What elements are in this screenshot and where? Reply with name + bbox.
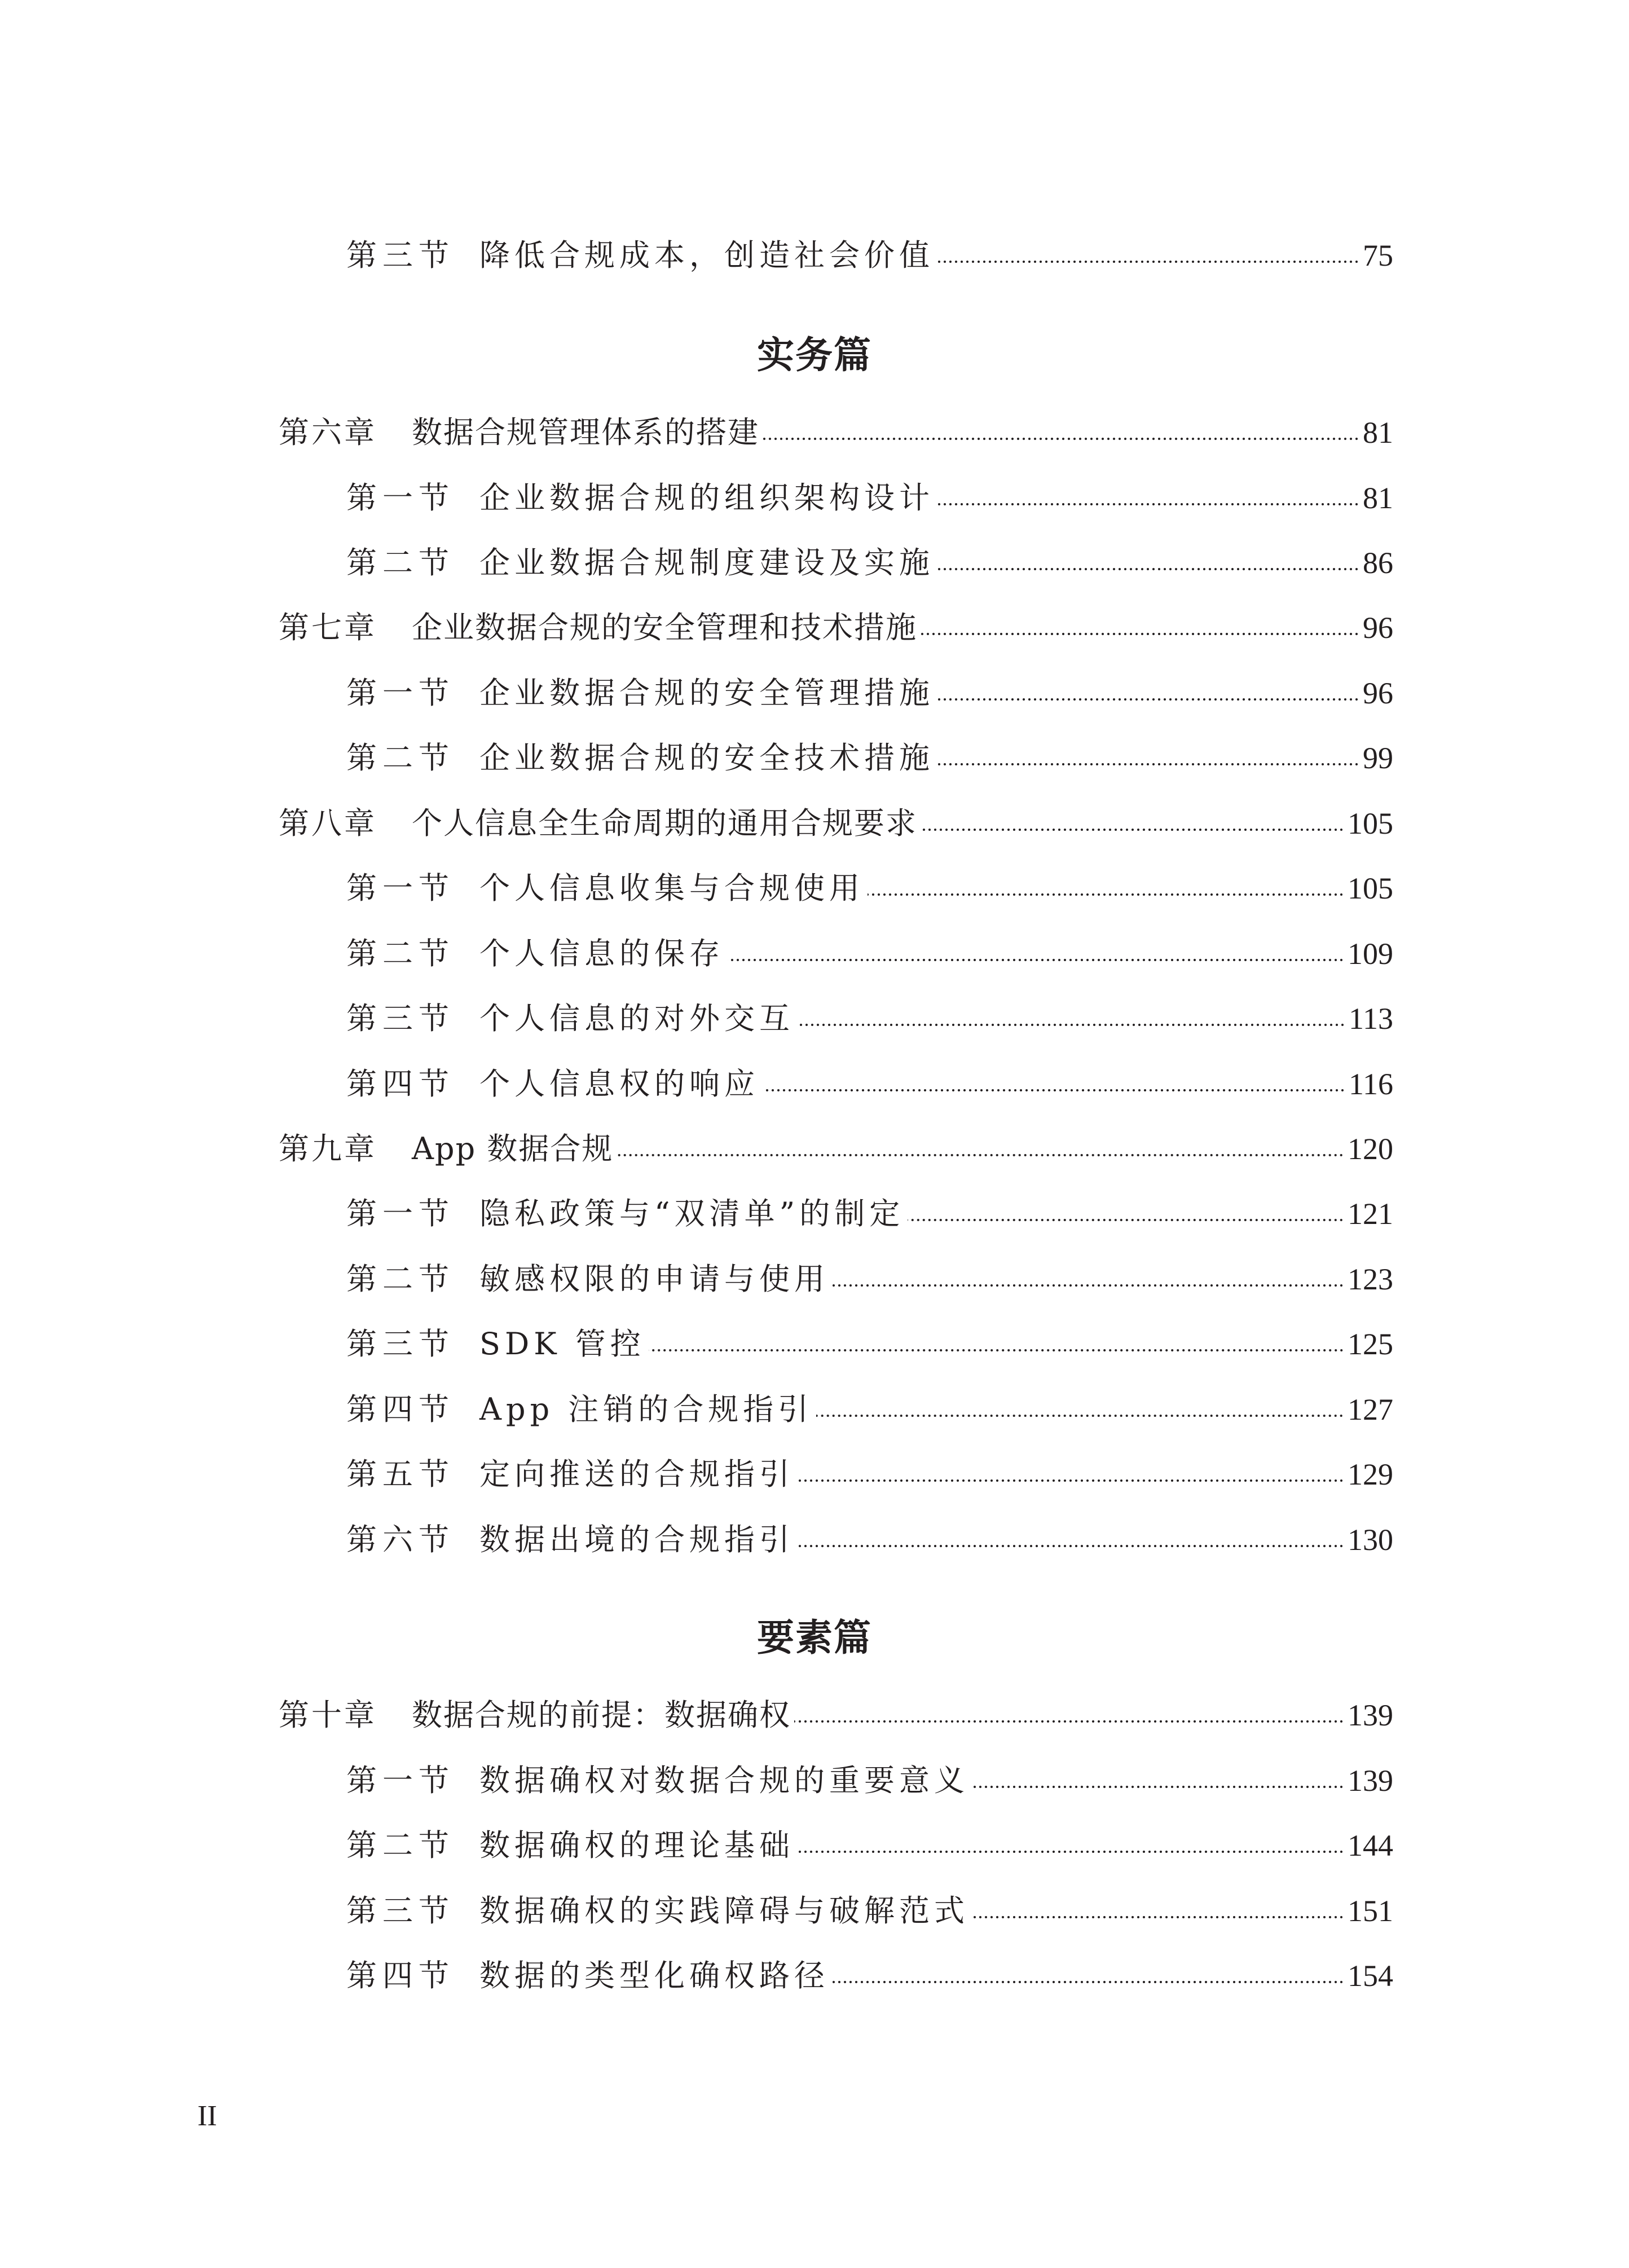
leader-dots xyxy=(921,632,1359,636)
leader-dots xyxy=(921,828,1344,831)
toc-entry-section[interactable] xyxy=(346,1826,1393,1865)
toc-entry-section[interactable] xyxy=(346,1891,1393,1931)
chapter-label: 第七章 xyxy=(279,610,377,645)
page-number: 151 xyxy=(1348,1894,1393,1928)
leader-dots xyxy=(937,260,1359,263)
section-title: 数据确权的实践障碍与破解范式 xyxy=(479,1893,969,1928)
leader-dots xyxy=(763,1089,1345,1092)
chapter-title: App 数据合规 xyxy=(412,1131,614,1166)
leader-dots xyxy=(937,763,1359,766)
page-number: 139 xyxy=(1348,1764,1393,1798)
section-label: 第一节 xyxy=(346,1196,455,1231)
page-number: 86 xyxy=(1363,546,1393,580)
toc-entry-section[interactable] xyxy=(346,934,1393,974)
leader-dots xyxy=(937,567,1359,571)
toc-entry-section[interactable] xyxy=(346,1259,1393,1299)
page-number: 81 xyxy=(1363,416,1393,450)
page-number: 154 xyxy=(1348,1959,1393,1993)
leader-dots xyxy=(617,1153,1344,1157)
leader-dots xyxy=(937,503,1359,506)
section-title: App 注销的合规指引 xyxy=(479,1391,813,1427)
section-label: 第二节 xyxy=(346,740,455,776)
section-title: 企业数据合规的安全管理措施 xyxy=(479,675,934,711)
section-label: 第一节 xyxy=(346,480,455,516)
chapter-label: 第八章 xyxy=(279,805,377,841)
toc-entry-section[interactable] xyxy=(346,999,1393,1038)
toc-entry-section[interactable] xyxy=(346,1956,1393,1996)
leader-dots xyxy=(972,1915,1344,1919)
section-label: 第三节 xyxy=(346,1326,455,1362)
chapter-title: 企业数据合规的安全管理和技术措施 xyxy=(412,610,917,645)
section-label: 第四节 xyxy=(346,1958,455,1993)
section-title: 敏感权限的申请与使用 xyxy=(479,1261,829,1297)
section-label: 第二节 xyxy=(346,545,455,580)
page-number: 96 xyxy=(1363,611,1393,645)
toc-entry-section[interactable] xyxy=(346,1455,1393,1494)
leader-dots xyxy=(833,1284,1344,1287)
leader-dots xyxy=(798,1850,1344,1853)
section-title: 个人信息的保存 xyxy=(479,936,724,971)
section-title: 降低合规成本，创造社会价值 xyxy=(479,237,934,273)
section-title: 个人信息权的响应 xyxy=(479,1066,759,1102)
part-title-elements: 要素篇 xyxy=(757,1616,872,1659)
leader-dots xyxy=(908,1218,1344,1222)
section-title: 企业数据合规制度建设及实施 xyxy=(479,545,934,580)
toc-entry-section[interactable] xyxy=(346,869,1393,908)
section-title: 定向推送的合规指引 xyxy=(479,1456,794,1492)
page-number: 127 xyxy=(1348,1393,1393,1426)
leader-dots xyxy=(816,1414,1344,1417)
section-label: 第四节 xyxy=(346,1391,455,1427)
chapter-title: 数据合规管理体系的搭建 xyxy=(412,415,759,450)
page-number: 116 xyxy=(1349,1067,1393,1101)
page-number: 125 xyxy=(1348,1327,1393,1361)
section-title: SDK 管控 xyxy=(479,1326,645,1362)
page-number: 81 xyxy=(1363,481,1393,515)
leader-dots xyxy=(728,958,1344,962)
section-label: 第二节 xyxy=(346,1827,455,1863)
page-number: 113 xyxy=(1349,1002,1393,1036)
toc-entry-chapter[interactable] xyxy=(279,1129,1393,1169)
section-label: 第三节 xyxy=(346,1001,455,1036)
page-number: 105 xyxy=(1348,807,1393,840)
leader-dots xyxy=(937,698,1359,701)
leader-dots xyxy=(798,1544,1344,1548)
toc-entry-section[interactable] xyxy=(346,1194,1393,1234)
toc-entry-chapter[interactable] xyxy=(279,804,1393,843)
toc-entry-chapter[interactable] xyxy=(279,608,1393,648)
section-title: 企业数据合规的组织架构设计 xyxy=(479,480,934,516)
toc-entry-section[interactable] xyxy=(346,1064,1393,1104)
toc-entry-section[interactable] xyxy=(346,738,1393,778)
leader-dots xyxy=(798,1479,1344,1482)
page-number: 144 xyxy=(1348,1829,1393,1862)
page-number: 99 xyxy=(1363,741,1393,775)
section-label: 第五节 xyxy=(346,1456,455,1492)
section-title: 数据确权对数据合规的重要意义 xyxy=(479,1763,969,1798)
chapter-title: 数据合规的前提：数据确权 xyxy=(412,1697,791,1733)
section-label: 第六节 xyxy=(346,1522,455,1557)
chapter-title: 个人信息全生命周期的通用合规要求 xyxy=(412,805,917,841)
leader-dots xyxy=(794,1720,1344,1723)
page-number: 123 xyxy=(1348,1262,1393,1296)
leader-dots xyxy=(868,893,1344,896)
toc-entry-section[interactable] xyxy=(346,543,1393,583)
toc-entry-chapter[interactable] xyxy=(279,413,1393,452)
section-title: 企业数据合规的安全技术措施 xyxy=(479,740,934,776)
page-number: 105 xyxy=(1348,871,1393,905)
toc-entry-section[interactable] xyxy=(346,1520,1393,1560)
section-label: 第一节 xyxy=(346,675,455,711)
page-number: 96 xyxy=(1363,676,1393,710)
chapter-label: 第九章 xyxy=(279,1131,377,1166)
section-label: 第四节 xyxy=(346,1066,455,1102)
section-label: 第二节 xyxy=(346,936,455,971)
chapter-label: 第六章 xyxy=(279,415,377,450)
section-label: 第一节 xyxy=(346,1763,455,1798)
toc-entry-section[interactable] xyxy=(346,1324,1393,1364)
toc-entry-section[interactable] xyxy=(346,673,1393,713)
toc-entry-chapter[interactable] xyxy=(279,1696,1393,1735)
leader-dots xyxy=(763,437,1359,441)
section-title: 个人信息收集与合规使用 xyxy=(479,870,864,906)
section-label: 第一节 xyxy=(346,870,455,906)
section-title: 个人信息的对外交互 xyxy=(479,1001,794,1036)
leader-dots xyxy=(972,1785,1344,1789)
section-title: 隐私政策与“双清单”的制定 xyxy=(479,1196,905,1231)
leader-dots xyxy=(833,1980,1344,1984)
section-title: 数据的类型化确权路径 xyxy=(479,1958,829,1993)
page-number: 120 xyxy=(1348,1132,1393,1166)
toc-entry-section[interactable] xyxy=(346,1390,1393,1429)
section-title: 数据出境的合规指引 xyxy=(479,1522,794,1557)
section-label: 第三节 xyxy=(346,237,455,273)
leader-dots xyxy=(798,1023,1345,1027)
page-number: 121 xyxy=(1348,1197,1393,1231)
page-number: 75 xyxy=(1363,239,1393,272)
toc-entry-section[interactable] xyxy=(346,236,1393,275)
part-title-practice: 实务篇 xyxy=(757,333,872,377)
section-label: 第三节 xyxy=(346,1893,455,1928)
section-title: 数据确权的理论基础 xyxy=(479,1827,794,1863)
toc-entry-section[interactable] xyxy=(346,1761,1393,1800)
page-number: 139 xyxy=(1348,1698,1393,1732)
page-number: 109 xyxy=(1348,937,1393,971)
page-folio: II xyxy=(197,2100,217,2132)
toc-entry-section[interactable] xyxy=(346,478,1393,518)
page-number: 130 xyxy=(1348,1523,1393,1557)
leader-dots xyxy=(649,1349,1344,1352)
section-label: 第二节 xyxy=(346,1261,455,1297)
chapter-label: 第十章 xyxy=(279,1697,377,1733)
page-number: 129 xyxy=(1348,1457,1393,1491)
